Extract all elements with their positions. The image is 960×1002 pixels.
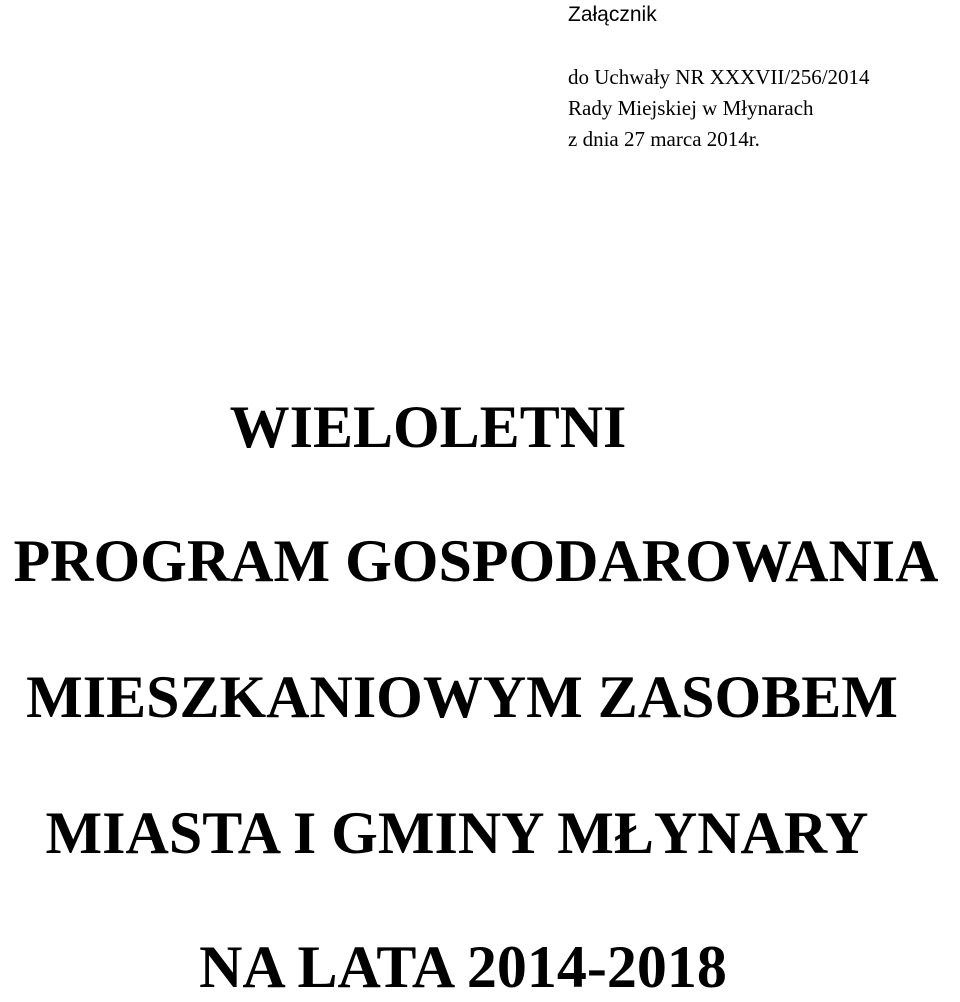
document-title-line-5: NA LATA 2014-2018	[199, 934, 727, 1000]
resolution-line-number: do Uchwały NR XXXVII/256/2014	[568, 65, 870, 89]
annex-label: Załącznik	[568, 3, 657, 26]
resolution-reference	[568, 62, 870, 155]
document-title-line-2: PROGRAM GOSPODAROWANIA	[13, 528, 939, 594]
document-title-line-3: MIESZKANIOWYM ZASOBEM	[26, 664, 898, 730]
resolution-line-council: Rady Miejskiej w Młynarach	[568, 96, 814, 120]
resolution-line-date: z dnia 27 marca 2014r.	[568, 127, 760, 151]
document-title-line-1: WIELOLETNI	[229, 394, 627, 460]
document-title-line-4: MIASTA I GMINY MŁYNARY	[45, 800, 869, 866]
